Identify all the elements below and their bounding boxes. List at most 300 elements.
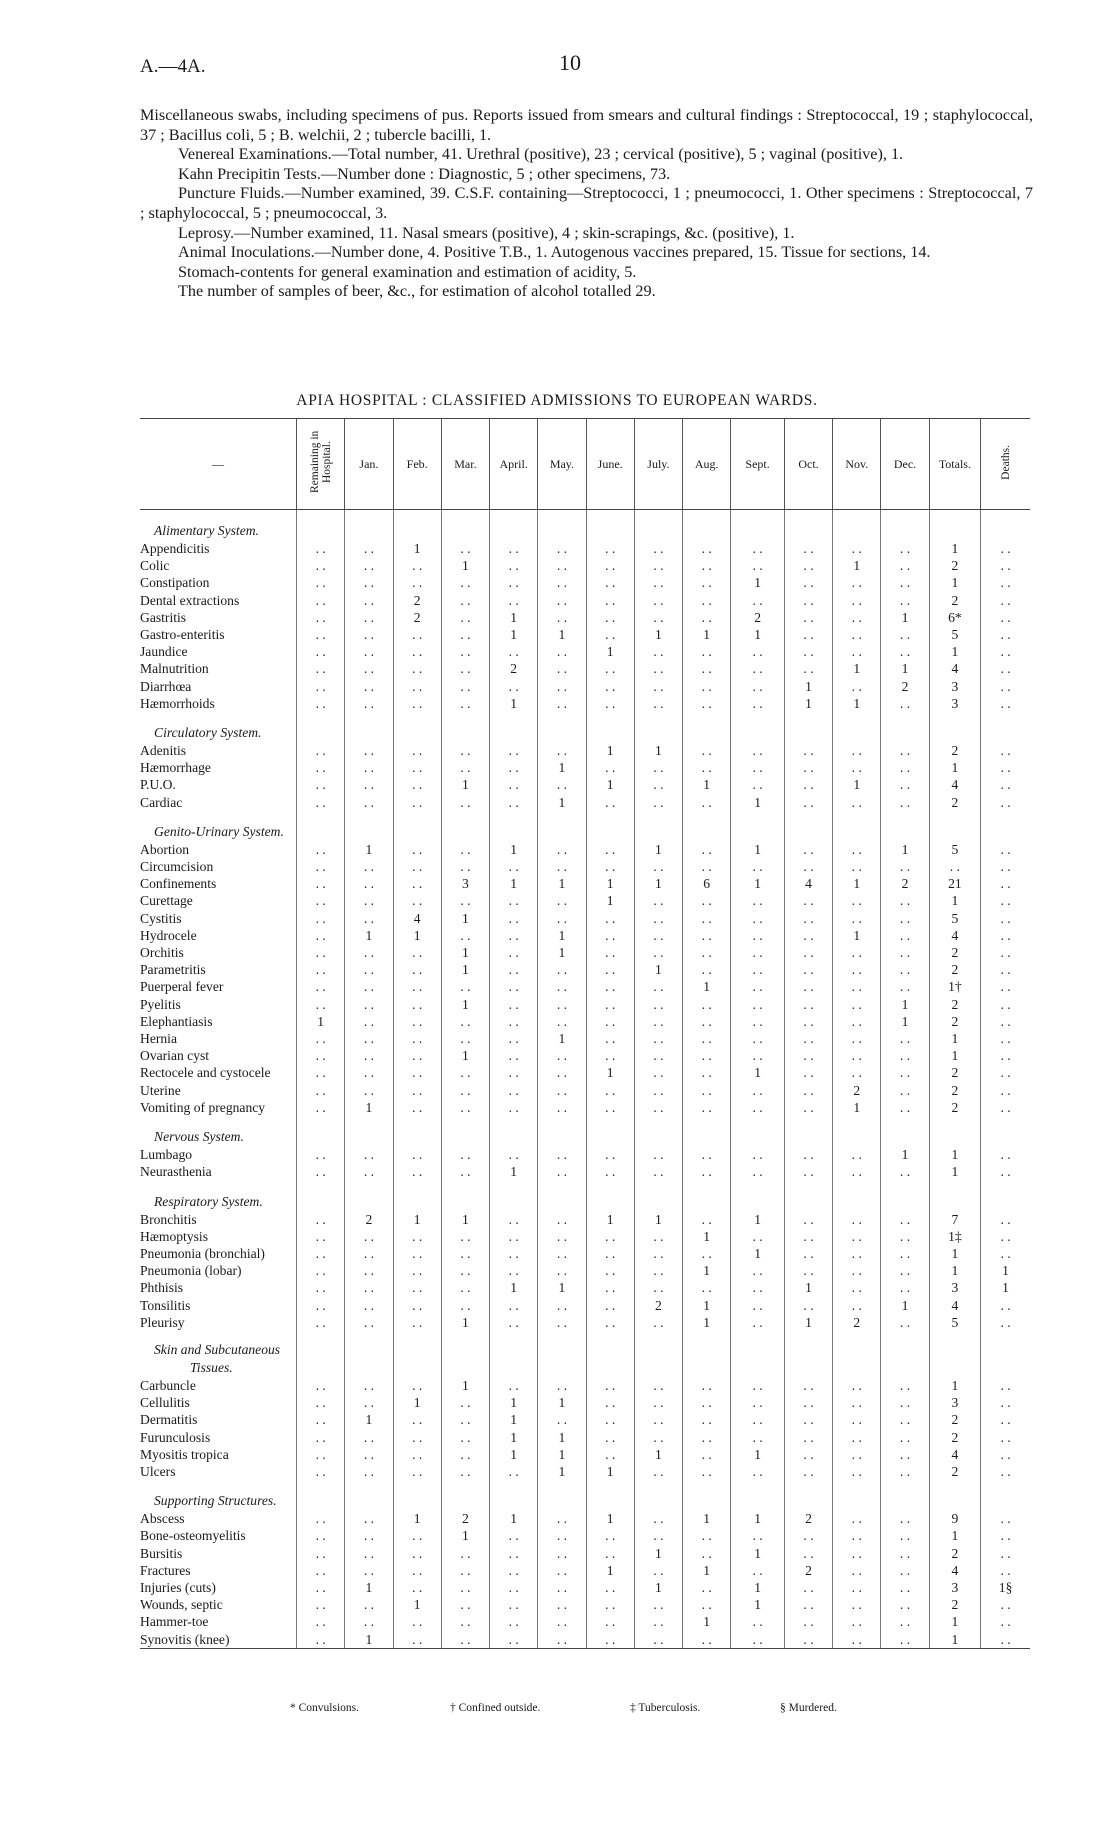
row-label: Orchitis (140, 945, 184, 961)
table-cell: . . (634, 1463, 682, 1480)
section-header-row (140, 1116, 1030, 1146)
table-cell: . . (683, 1394, 731, 1411)
table-cell: . . (833, 1279, 881, 1296)
table-cell: . . (784, 978, 832, 995)
table-cell: . . (634, 978, 682, 995)
table-cell: . . (297, 1394, 345, 1411)
table-cell: . . (634, 1562, 682, 1579)
table-cell: . . (441, 660, 489, 677)
table-cell: . . (683, 1064, 731, 1081)
table-cell: 1 (586, 1463, 634, 1480)
table-cell: . . (833, 1579, 881, 1596)
table-cell: . . (345, 1013, 393, 1030)
table-cell: 1 (538, 927, 586, 944)
table-cell: . . (683, 540, 731, 557)
empty-cell (784, 1181, 832, 1211)
table-cell: . . (784, 1047, 832, 1064)
table-cell: . . (441, 626, 489, 643)
table-cell: . . (393, 1245, 441, 1262)
table-cell: 1 (981, 1262, 1030, 1279)
table-cell: 1 (538, 1463, 586, 1480)
row-label: Colic (140, 558, 170, 574)
table-cell: . . (441, 678, 489, 695)
table-cell: 1 (345, 1579, 393, 1596)
row-label: Vomiting of pregnancy (140, 1099, 266, 1115)
table-cell: . . (393, 742, 441, 759)
table-cell: . . (683, 592, 731, 609)
table-cell: . . (393, 961, 441, 978)
table-row (140, 961, 1030, 978)
empty-cell (345, 1181, 393, 1211)
table-row (140, 1064, 1030, 1081)
table-cell: 1 (538, 759, 586, 776)
table-cell: . . (634, 1146, 682, 1163)
table-cell: . . (881, 1064, 929, 1081)
table-cell: 1 (634, 875, 682, 892)
table-cell: . . (881, 759, 929, 776)
row-label: Pneumonia (lobar) (140, 1263, 242, 1279)
table-cell: . . (683, 1545, 731, 1562)
table-cell: 1 (490, 695, 538, 712)
table-cell: . . (297, 1631, 345, 1649)
table-cell: . . (297, 1446, 345, 1463)
row-label: Carbuncle (140, 1377, 196, 1393)
empty-cell (586, 712, 634, 742)
table-cell: . . (393, 776, 441, 793)
table-cell: . . (833, 742, 881, 759)
table-cell: 1 (345, 1411, 393, 1428)
table-cell: . . (981, 1228, 1030, 1245)
table-cell: . . (833, 961, 881, 978)
empty-cell (393, 1181, 441, 1211)
table-cell: . . (538, 1613, 586, 1630)
section-title: Circulatory System. (154, 725, 262, 741)
table-row (140, 1613, 1030, 1630)
table-cell: . . (634, 1030, 682, 1047)
table-cell: . . (981, 540, 1030, 557)
table-cell: . . (393, 1099, 441, 1116)
table-cell: . . (345, 1527, 393, 1544)
table-cell: . . (731, 1013, 785, 1030)
table-cell: . . (586, 1146, 634, 1163)
table-cell: . . (881, 1411, 929, 1428)
table-cell: 2 (929, 1064, 980, 1081)
table-cell: . . (881, 1099, 929, 1116)
table-cell: . . (981, 695, 1030, 712)
row-label: Dental extractions (140, 592, 240, 608)
table-cell: . . (586, 1631, 634, 1649)
table-cell: . . (634, 1064, 682, 1081)
table-cell: . . (490, 557, 538, 574)
table-cell: . . (731, 1377, 785, 1394)
table-cell: . . (490, 1596, 538, 1613)
table-cell: . . (345, 1596, 393, 1613)
table-row (140, 875, 1030, 892)
table-cell: . . (683, 1596, 731, 1613)
table-cell: . . (538, 1047, 586, 1064)
table-cell: . . (538, 574, 586, 591)
table-row (140, 626, 1030, 643)
table-cell: . . (538, 1146, 586, 1163)
table-cell: 1 (393, 540, 441, 557)
table-cell: . . (586, 540, 634, 557)
table-cell: . . (881, 1314, 929, 1331)
table-cell: . . (981, 875, 1030, 892)
column-header-june: June. (586, 419, 634, 510)
table-cell: 1 (345, 841, 393, 858)
table-cell: . . (297, 927, 345, 944)
table-cell: 1 (490, 841, 538, 858)
table-cell: . . (297, 1262, 345, 1279)
table-cell: . . (731, 1099, 785, 1116)
table-cell: . . (586, 858, 634, 875)
table-cell: . . (393, 892, 441, 909)
table-cell: . . (881, 1579, 929, 1596)
table-cell: . . (981, 574, 1030, 591)
row-label: Cellulitis (140, 1395, 190, 1411)
table-cell: 7 (929, 1211, 980, 1228)
table-cell: . . (634, 1596, 682, 1613)
table-cell: . . (297, 910, 345, 927)
table-row (140, 1314, 1030, 1331)
table-cell: . . (297, 1429, 345, 1446)
table-cell: 1 (833, 875, 881, 892)
table-cell: 1 (929, 1262, 980, 1279)
table-cell: . . (833, 1527, 881, 1544)
table-cell: . . (345, 557, 393, 574)
table-cell: 1 (634, 1211, 682, 1228)
table-cell: . . (345, 1463, 393, 1480)
table-cell: . . (731, 695, 785, 712)
table-row (140, 695, 1030, 712)
table-cell: 2 (833, 1314, 881, 1331)
table-cell: 5 (929, 626, 980, 643)
table-cell: 1 (490, 1163, 538, 1180)
table-cell: 1 (929, 1146, 980, 1163)
empty-cell (833, 712, 881, 742)
table-cell: . . (345, 1082, 393, 1099)
table-cell: . . (784, 1429, 832, 1446)
table-cell: 1 (731, 1579, 785, 1596)
table-cell: . . (683, 1082, 731, 1099)
empty-cell (538, 712, 586, 742)
table-cell: . . (683, 1446, 731, 1463)
table-cell: . . (784, 1228, 832, 1245)
table-cell: . . (586, 1429, 634, 1446)
table-cell: . . (538, 892, 586, 909)
table-cell: . . (634, 794, 682, 811)
table-cell: . . (297, 609, 345, 626)
table-cell: . . (441, 978, 489, 995)
table-cell: . . (345, 1163, 393, 1180)
table-cell: . . (490, 1013, 538, 1030)
table-cell: . . (634, 557, 682, 574)
empty-cell (683, 712, 731, 742)
table-cell: . . (393, 858, 441, 875)
table-cell: . . (881, 1377, 929, 1394)
table-cell: . . (981, 927, 1030, 944)
table-cell: . . (441, 1013, 489, 1030)
table-cell: 1 (981, 1279, 1030, 1296)
table-cell: . . (981, 892, 1030, 909)
section-header-row (140, 712, 1030, 742)
table-cell: . . (441, 858, 489, 875)
table-cell: . . (441, 1146, 489, 1163)
table-cell: . . (784, 1030, 832, 1047)
table-cell: . . (731, 1228, 785, 1245)
table-cell: 1 (731, 1510, 785, 1527)
table-cell: 2 (929, 996, 980, 1013)
table-cell: . . (833, 1377, 881, 1394)
table-cell: . . (297, 841, 345, 858)
table-cell: . . (538, 678, 586, 695)
empty-cell (441, 811, 489, 841)
table-cell: . . (586, 1013, 634, 1030)
section-title: Respiratory System. (154, 1193, 263, 1209)
row-label: Appendicitis (140, 541, 210, 556)
empty-cell (345, 1116, 393, 1146)
table-cell: . . (345, 643, 393, 660)
table-cell: . . (731, 858, 785, 875)
table-cell: 1 (345, 1099, 393, 1116)
table-cell: 1 (731, 1064, 785, 1081)
table-cell: . . (490, 1314, 538, 1331)
table-cell: 1 (538, 875, 586, 892)
table-cell: 2 (393, 592, 441, 609)
table-cell: . . (634, 892, 682, 909)
empty-cell (929, 1480, 980, 1510)
table-cell: . . (833, 841, 881, 858)
table-cell: . . (784, 742, 832, 759)
table-cell: . . (981, 660, 1030, 677)
table-cell: 1 (538, 794, 586, 811)
table-cell: . . (345, 1047, 393, 1064)
table-cell: . . (881, 1596, 929, 1613)
table-cell: . . (881, 540, 929, 557)
table-row (140, 1211, 1030, 1228)
table-cell: . . (731, 961, 785, 978)
row-label: Rectocele and cystocele (140, 1065, 271, 1081)
table-row (140, 1228, 1030, 1245)
column-header-mar: Mar. (441, 419, 489, 510)
empty-cell (731, 1181, 785, 1211)
table-cell: . . (981, 1211, 1030, 1228)
table-body (140, 510, 1030, 1649)
row-label: Wounds, septic (140, 1597, 223, 1613)
table-cell: . . (634, 540, 682, 557)
row-label: Hammer-toe (140, 1614, 209, 1630)
table-row (140, 858, 1030, 875)
table-cell: . . (490, 944, 538, 961)
table-cell: . . (393, 1047, 441, 1064)
table-cell: . . (833, 609, 881, 626)
table-cell: . . (345, 1064, 393, 1081)
table-cell: 1 (833, 1099, 881, 1116)
table-cell: . . (683, 1146, 731, 1163)
row-label: Curettage (140, 893, 193, 909)
empty-cell (538, 1116, 586, 1146)
table-cell: 2 (929, 592, 980, 609)
table-cell: 1 (634, 742, 682, 759)
table-cell: . . (538, 1013, 586, 1030)
row-label: Puerperal fever (140, 979, 224, 995)
table-cell: . . (881, 794, 929, 811)
table-cell: . . (393, 660, 441, 677)
table-row (140, 1596, 1030, 1613)
table-cell: . . (634, 1411, 682, 1428)
table-cell: 1 (586, 1510, 634, 1527)
table-cell: . . (981, 794, 1030, 811)
table-cell: . . (441, 1082, 489, 1099)
table-row (140, 1163, 1030, 1180)
table-cell: . . (586, 1262, 634, 1279)
empty-cell (586, 811, 634, 841)
table-cell: . . (297, 759, 345, 776)
table-cell: 1 (929, 892, 980, 909)
table-cell: . . (393, 1013, 441, 1030)
table-cell: 6* (929, 609, 980, 626)
table-cell: 1 (929, 540, 980, 557)
table-row (140, 592, 1030, 609)
table-cell: . . (393, 1579, 441, 1596)
table-cell: 1 (538, 1446, 586, 1463)
table-cell: . . (538, 1631, 586, 1649)
table-row (140, 1279, 1030, 1296)
table-cell: 1 (490, 609, 538, 626)
table-cell: 1 (586, 776, 634, 793)
table-cell: . . (441, 1394, 489, 1411)
empty-cell (981, 1480, 1030, 1510)
empty-cell (881, 510, 929, 541)
table-cell: 1 (441, 1377, 489, 1394)
column-header-aug: Aug. (683, 419, 731, 510)
table-cell: 1 (833, 660, 881, 677)
table-cell: 1 (490, 1429, 538, 1446)
table-cell: . . (683, 794, 731, 811)
table-cell: . . (784, 1377, 832, 1394)
table-row (140, 794, 1030, 811)
table-cell: . . (881, 858, 929, 875)
table-cell: . . (297, 1377, 345, 1394)
empty-cell (833, 510, 881, 541)
row-label: Parametritis (140, 962, 206, 978)
empty-cell (538, 510, 586, 541)
table-cell: . . (586, 557, 634, 574)
paragraph-kahn-tests: Kahn Precipitin Tests.—Number done : Diagnostic, 5 ; other specimens, 73. (178, 164, 671, 183)
table-cell: 1 (683, 1262, 731, 1279)
table-cell: . . (833, 858, 881, 875)
table-cell: . . (634, 1099, 682, 1116)
table-cell: 2 (929, 1099, 980, 1116)
table-cell: 5 (929, 1314, 980, 1331)
section-title: Supporting Structures. (154, 1493, 277, 1509)
table-row (140, 1510, 1030, 1527)
empty-cell (683, 510, 731, 541)
table-cell: 1 (490, 1411, 538, 1428)
table-cell: . . (981, 1030, 1030, 1047)
table-cell: . . (345, 996, 393, 1013)
table-cell: . . (683, 574, 731, 591)
table-cell: 21 (929, 875, 980, 892)
table-cell: . . (833, 944, 881, 961)
table-cell: . . (538, 841, 586, 858)
empty-cell (586, 1116, 634, 1146)
table-cell: . . (586, 1228, 634, 1245)
table-cell: . . (981, 1314, 1030, 1331)
empty-cell (683, 1116, 731, 1146)
table-cell: . . (981, 759, 1030, 776)
table-cell: 2 (929, 1429, 980, 1446)
table-cell: . . (538, 910, 586, 927)
table-cell: . . (393, 1411, 441, 1428)
table-cell: 2 (929, 794, 980, 811)
table-cell: 1 (441, 996, 489, 1013)
table-cell: . . (586, 1245, 634, 1262)
section-title: Nervous System. (154, 1129, 244, 1145)
table-cell: . . (441, 643, 489, 660)
empty-cell (929, 712, 980, 742)
empty-cell (929, 1116, 980, 1146)
table-cell: 1 (683, 1613, 731, 1630)
table-cell: 1 (929, 643, 980, 660)
table-cell: . . (731, 1411, 785, 1428)
table-cell: . . (538, 858, 586, 875)
table-cell: 1 (881, 1146, 929, 1163)
table-cell: . . (586, 660, 634, 677)
column-header-oct: Oct. (784, 419, 832, 510)
table-cell: 1 (490, 1279, 538, 1296)
table-cell: . . (981, 776, 1030, 793)
table-cell: . . (981, 1082, 1030, 1099)
table-cell: . . (731, 1082, 785, 1099)
table-cell: . . (490, 961, 538, 978)
table-cell: . . (297, 1579, 345, 1596)
table-cell: . . (345, 678, 393, 695)
table-cell: 4 (393, 910, 441, 927)
table-cell: . . (345, 1429, 393, 1446)
table-cell: 2 (929, 944, 980, 961)
section-header-row (140, 1480, 1030, 1510)
table-cell: . . (634, 660, 682, 677)
table-cell: . . (586, 1411, 634, 1428)
table-cell: . . (683, 996, 731, 1013)
table-cell: . . (490, 858, 538, 875)
table-cell: . . (538, 1314, 586, 1331)
empty-cell (490, 1181, 538, 1211)
table-cell: . . (345, 1613, 393, 1630)
table-cell: . . (393, 1030, 441, 1047)
table-cell: 3 (441, 875, 489, 892)
empty-cell (634, 1181, 682, 1211)
empty-cell (490, 510, 538, 541)
empty-cell (634, 712, 682, 742)
table-cell: . . (586, 1527, 634, 1544)
table-cell: . . (784, 892, 832, 909)
empty-cell (441, 1181, 489, 1211)
table-cell: . . (345, 660, 393, 677)
body-text (140, 106, 1033, 302)
table-row (140, 1631, 1030, 1649)
table-cell: 1 (441, 1211, 489, 1228)
table-cell: . . (586, 695, 634, 712)
column-header-nov: Nov. (833, 419, 881, 510)
table-cell: . . (586, 944, 634, 961)
table-cell: . . (297, 557, 345, 574)
table-cell: . . (833, 1146, 881, 1163)
row-label: Hydrocele (140, 927, 197, 943)
table-cell: . . (441, 1429, 489, 1446)
table-cell: 2 (441, 1510, 489, 1527)
